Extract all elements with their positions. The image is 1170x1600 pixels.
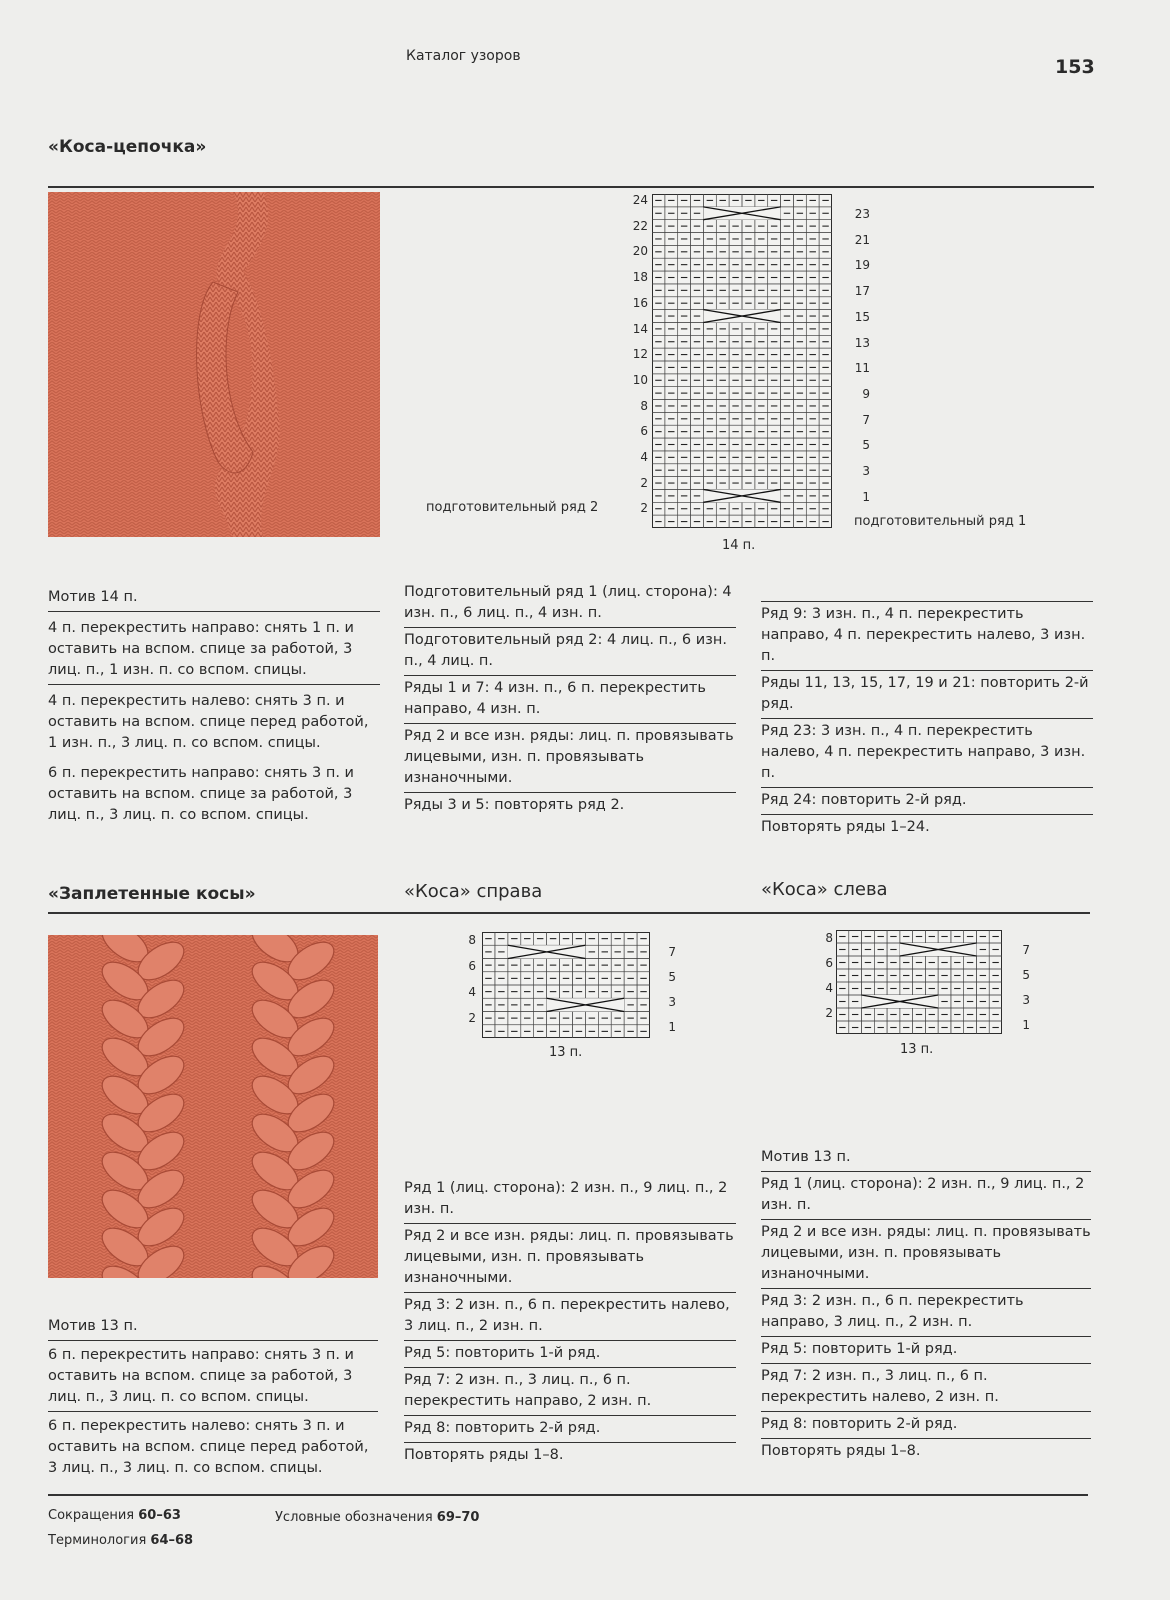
pattern1-title: «Коса-цепочка» [48,137,207,157]
row-entry: Повторять ряды 1–8. [404,1447,564,1463]
row-entry: Ряд 9: 3 изн. п., 4 п. перекрестить направо, 4 п. перекрестить налево, 3 изн. п. [761,601,1093,671]
row-entry: Ряды 11, 13, 15, 17, 19 и 21: повторить 2-й ряд. [761,671,1093,719]
row-entry: Ряд 23: 3 изн. п., 4 п. перекрестить налево, 4 п. перекрестить направо, 3 изн. п. [761,719,1093,788]
row-number: 6 [640,424,648,439]
page-number: 153 [1055,56,1095,78]
abbrev-entry: 4 п. перекрестить налево: снять 3 п. и оставить на вспом. спице перед работой, 1 изн. п., 3 лиц. п. со вспом. спицы. [48,693,369,751]
section-rule [48,186,1094,188]
row-number: 4 [825,981,833,995]
row-number: 2 [640,475,648,490]
left-cable-right-rows [1012,930,1032,1034]
row-number: 12 [632,347,648,362]
row-entry: Подготовительный ряд 1 (лиц. сторона): 4 изн. п., 6 лиц. п., 4 изн. п. [404,580,736,628]
motif-label: Мотив 14 п. [48,585,380,612]
footer-term-pages[interactable]: 64–68 [150,1533,194,1548]
chart3-width-label: 13 п. [900,1042,934,1057]
abbrev-entry: 6 п. перекрестить направо: снять 3 п. и оставить на вспом. спице за работой, 3 лиц. п., 3 лиц. п. со вспом. спицы. [48,765,354,823]
row-number: 2 [640,501,648,516]
right-cable-left-rows [458,932,478,1038]
pattern2-title: «Заплетенные косы» [48,884,256,904]
row-entry: Ряд 1 (лиц. сторона): 2 изн. п., 9 лиц. п., 2 изн. п. [761,1172,1091,1220]
row-entry: Ряд 24: повторить 2-й ряд. [761,788,1093,815]
right-cable-title: «Коса» справа [404,881,543,902]
row-entry: Ряд 2 и все изн. ряды: лиц. п. провязывать лицевыми, изн. п. провязывать изнаночными. [761,1220,1091,1289]
row-entry: Ряд 3: 2 изн. п., 6 п. перекрестить налево, 3 лиц. п., 2 изн. п. [404,1293,736,1341]
row-number: 1 [1022,1018,1030,1032]
row-number: 4 [468,985,476,999]
row-number: 5 [862,438,870,453]
row-number: 4 [640,450,648,464]
row-entry: Ряд 5: повторить 1-й ряд. [761,1337,1091,1364]
row-entry: Ряд 8: повторить 2-й ряд. [761,1412,1091,1439]
prep-row-2-label: подготовительный ряд 2 [426,500,599,515]
row-entry: Ряд 8: повторить 2-й ряд. [404,1416,736,1443]
row-number: 22 [632,218,648,233]
row-number: 8 [468,933,476,947]
row-number: 11 [854,361,870,376]
chart1-width-label: 14 п. [722,538,756,553]
row-number: 3 [862,464,870,478]
row-number: 8 [640,398,648,413]
row-entry: Ряд 7: 2 изн. п., 3 лиц. п., 6 п. перекрестить направо, 2 изн. п. [404,1368,736,1416]
pattern2-photo [48,935,378,1278]
row-number: 5 [668,970,676,984]
pattern1-abbrevs [48,585,380,829]
pattern1-rows-col2 [761,601,1093,841]
row-number: 17 [854,284,870,299]
row-number: 3 [1022,993,1030,1007]
footer-abbr-label: Сокращения [48,1508,135,1523]
section-rule [48,912,1090,914]
row-number: 6 [825,956,833,970]
right-cable-rows [404,1176,736,1469]
row-number: 6 [468,959,476,973]
row-number: 13 [854,335,870,350]
row-entry: Подготовительный ряд 2: 4 лиц. п., 6 изн. п., 4 лиц. п. [404,628,736,676]
row-entry: Ряд 7: 2 изн. п., 3 лиц. п., 6 п. перекрестить налево, 2 изн. п. [761,1364,1091,1412]
pattern1-chart-right-rows [842,194,872,528]
row-number: 1 [862,489,870,504]
right-cable-chart [482,932,650,1038]
row-entry: Ряд 5: повторить 1-й ряд. [404,1341,736,1368]
footer-symbols [275,1510,479,1525]
prep-row-1-label: подготовительный ряд 1 [854,514,1027,529]
motif-label: Мотив 13 п. [761,1145,1091,1172]
row-number: 2 [825,1006,833,1020]
abbrev-entry: 6 п. перекрестить налево: снять 3 п. и оставить на вспом. спице перед работой, 3 лиц. п., 3 лиц. п. со вспом. спицы. [48,1418,369,1476]
row-entry: Ряд 3: 2 изн. п., 6 п. перекрестить направо, 3 лиц. п., 2 изн. п. [761,1289,1091,1337]
footer-sym-pages[interactable]: 69–70 [436,1510,480,1525]
footer-term-label: Терминология [48,1533,147,1548]
row-number: 21 [854,232,870,247]
footer-sym-label: Условные обозначения [275,1510,433,1525]
row-entry: Ряд 2 и все изн. ряды: лиц. п. провязывать лицевыми, изн. п. провязывать изнаночными. [404,1224,736,1293]
row-entry: Ряды 3 и 5: повторять ряд 2. [404,797,625,813]
row-number: 16 [632,295,648,310]
row-entry: Ряды 1 и 7: 4 изн. п., 6 п. перекрестить направо, 4 изн. п. [404,676,736,724]
row-number: 23 [854,207,870,221]
row-number: 5 [1022,968,1030,982]
pattern1-photo [48,192,380,537]
row-number: 7 [862,412,870,427]
footer-rule [48,1494,1088,1496]
pattern1-chart-left-rows [620,194,650,528]
right-cable-right-rows [658,932,678,1038]
row-number: 24 [632,193,648,207]
row-entry: Повторять ряды 1–24. [761,819,930,835]
pattern1-chart [652,194,832,528]
pattern2-abbrevs [48,1314,378,1482]
abbrev-entry: 4 п. перекрестить направо: снять 1 п. и оставить на вспом. спице за работой, 3 лиц. п., 1 изн. п. со вспом. спицы. [48,612,380,685]
row-number: 9 [862,386,870,401]
running-header: Каталог узоров [406,48,521,64]
row-number: 3 [668,995,676,1009]
left-cable-title: «Коса» слева [761,879,888,900]
abbrev-entry: 6 п. перекрестить направо: снять 3 п. и оставить на вспом. спице за работой, 3 лиц. п., 3 лиц. п. со вспом. спицы. [48,1341,378,1412]
motif-label: Мотив 13 п. [48,1314,378,1341]
left-cable-chart [836,930,1002,1034]
left-cable-rows [761,1145,1091,1465]
row-number: 1 [668,1020,676,1034]
row-number: 7 [1022,943,1030,957]
row-number: 2 [468,1011,476,1025]
footer-abbreviations [48,1508,181,1523]
row-number: 15 [854,309,870,324]
row-number: 18 [632,270,648,285]
row-number: 14 [632,321,648,336]
footer-abbr-pages[interactable]: 60–63 [138,1508,181,1523]
row-number: 10 [632,372,648,387]
row-number: 20 [632,244,648,259]
pattern1-rows-col1 [404,580,736,819]
footer-terminology [48,1533,193,1548]
row-entry: Повторять ряды 1–8. [761,1443,921,1459]
row-entry: Ряд 2 и все изн. ряды: лиц. п. провязывать лицевыми, изн. п. провязывать изнаночными. [404,724,736,793]
row-number: 7 [668,945,676,959]
row-number: 8 [825,931,833,945]
row-entry: Ряд 1 (лиц. сторона): 2 изн. п., 9 лиц. п., 2 изн. п. [404,1176,736,1224]
left-cable-left-rows [815,930,835,1034]
chart2-width-label: 13 п. [549,1045,583,1060]
row-number: 19 [854,258,870,273]
